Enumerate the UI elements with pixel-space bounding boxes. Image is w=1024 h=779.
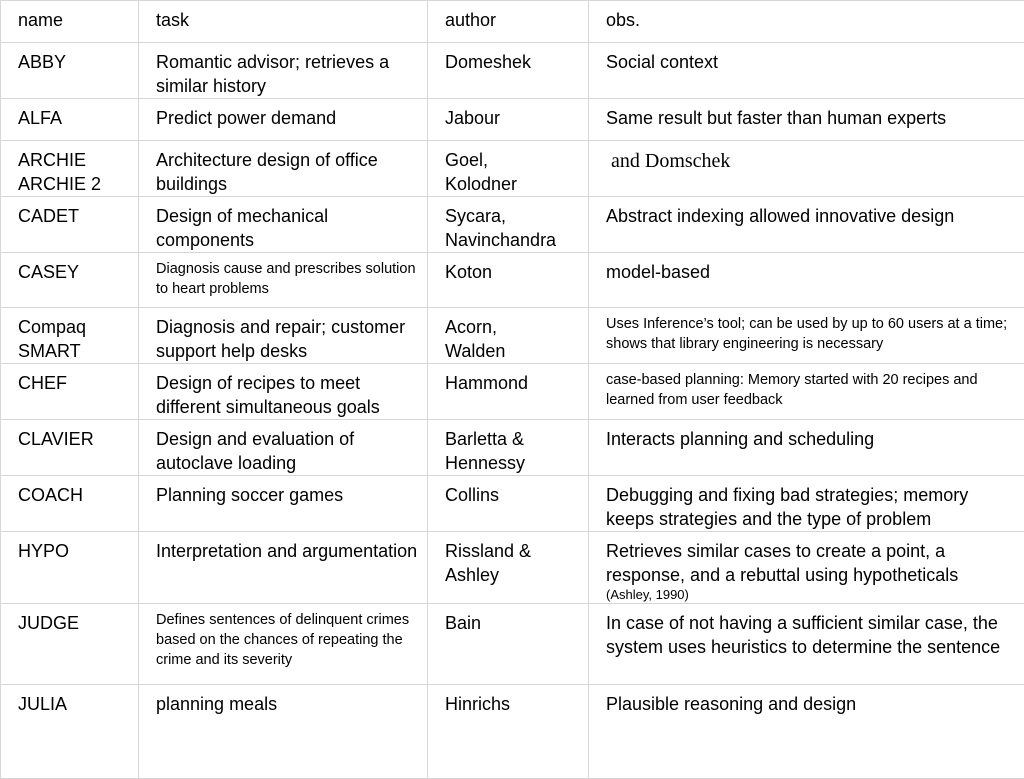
- cell-name: [1, 141, 139, 197]
- cell-name: CADET: [1, 197, 139, 253]
- author-line: Acorn,: [445, 317, 497, 337]
- table-row: [1, 43, 1024, 99]
- cell-name: COACH: [1, 476, 139, 532]
- cell-task: Planning soccer games: [139, 476, 428, 532]
- cell-obs: case-based planning: Memory started with 20 recipes and learned from user feedback: [589, 364, 1024, 420]
- cell-obs: Uses Inference’s tool; can be used by up to 60 users at a time; shows that library engineering is necessary: [589, 308, 1024, 364]
- cell-author: Collins: [428, 476, 589, 532]
- cell-obs: [589, 532, 1024, 604]
- author-line: Walden: [445, 341, 505, 361]
- cell-task: Design of mechanical components: [139, 197, 428, 253]
- author-line: Sycara,: [445, 206, 506, 226]
- cell-task: Predict power demand: [139, 99, 428, 141]
- table-row: [1, 253, 1024, 308]
- header-author: author: [428, 1, 589, 43]
- table-row: [1, 420, 1024, 476]
- cell-task: Interpretation and argumentation: [139, 532, 428, 604]
- cell-author: Hammond: [428, 364, 589, 420]
- cell-author: Jabour: [428, 99, 589, 141]
- cell-name: ABBY: [1, 43, 139, 99]
- header-task: task: [139, 1, 428, 43]
- cell-obs: model-based: [589, 253, 1024, 308]
- cell-name: CHEF: [1, 364, 139, 420]
- table-row: [1, 308, 1024, 364]
- table-row: [1, 476, 1024, 532]
- author-line: Kolodner: [445, 174, 517, 194]
- cell-author: Hinrichs: [428, 685, 589, 779]
- cell-task: Design and evaluation of autoclave loading: [139, 420, 428, 476]
- cell-author: Koton: [428, 253, 589, 308]
- cell-obs: and Domschek: [589, 141, 1024, 197]
- cell-name: CASEY: [1, 253, 139, 308]
- cell-task: Architecture design of office buildings: [139, 141, 428, 197]
- cell-task: Diagnosis cause and prescribes solution to heart problems: [139, 253, 428, 308]
- table-row: [1, 197, 1024, 253]
- author-line: Hennessy: [445, 453, 525, 473]
- name-line: SMART: [18, 341, 81, 361]
- cell-author: Bain: [428, 604, 589, 685]
- cell-obs: Plausible reasoning and design: [589, 685, 1024, 779]
- cell-obs: Debugging and fixing bad strategies; memory keeps strategies and the type of problem: [589, 476, 1024, 532]
- table-header-row: [1, 1, 1024, 43]
- cell-task: Diagnosis and repair; customer support help desks: [139, 308, 428, 364]
- cell-obs: Interacts planning and scheduling: [589, 420, 1024, 476]
- table-row: [1, 532, 1024, 604]
- author-line: Navinchandra: [445, 230, 556, 250]
- table-row: [1, 141, 1024, 197]
- cell-name: JULIA: [1, 685, 139, 779]
- cell-task: Romantic advisor; retrieves a similar history: [139, 43, 428, 99]
- cell-name: CLAVIER: [1, 420, 139, 476]
- cell-obs: Social context: [589, 43, 1024, 99]
- cell-author: [428, 532, 589, 604]
- cell-author: [428, 141, 589, 197]
- table-row: [1, 364, 1024, 420]
- obs-citation: (Ashley, 1990): [606, 587, 1016, 603]
- name-line: Compaq: [18, 317, 86, 337]
- cell-author: Domeshek: [428, 43, 589, 99]
- cell-obs: In case of not having a sufficient similar case, the system uses heuristics to determine the sentence: [589, 604, 1024, 685]
- cell-task: planning meals: [139, 685, 428, 779]
- cell-obs: Abstract indexing allowed innovative design: [589, 197, 1024, 253]
- name-line: ARCHIE: [18, 150, 86, 170]
- name-line: ARCHIE 2: [18, 174, 101, 194]
- cell-name: ALFA: [1, 99, 139, 141]
- table-row: [1, 99, 1024, 141]
- cell-name: JUDGE: [1, 604, 139, 685]
- cell-author: [428, 420, 589, 476]
- cell-name: [1, 308, 139, 364]
- author-line: Goel,: [445, 150, 488, 170]
- cell-author: [428, 197, 589, 253]
- header-name: name: [1, 1, 139, 43]
- cell-name: HYPO: [1, 532, 139, 604]
- cell-task: Defines sentences of delinquent crimes based on the chances of repeating the crime and its severity: [139, 604, 428, 685]
- table-row: [1, 685, 1024, 779]
- author-line: Barletta &: [445, 429, 524, 449]
- cell-obs: Same result but faster than human experts: [589, 99, 1024, 141]
- header-obs: obs.: [589, 1, 1024, 43]
- table-row: [1, 604, 1024, 685]
- cell-task: Design of recipes to meet different simultaneous goals: [139, 364, 428, 420]
- cell-author: [428, 308, 589, 364]
- author-line: Ashley: [445, 565, 499, 585]
- obs-text: Retrieves similar cases to create a point, a response, and a rebuttal using hypotheticals: [606, 541, 958, 585]
- author-line: Rissland &: [445, 541, 531, 561]
